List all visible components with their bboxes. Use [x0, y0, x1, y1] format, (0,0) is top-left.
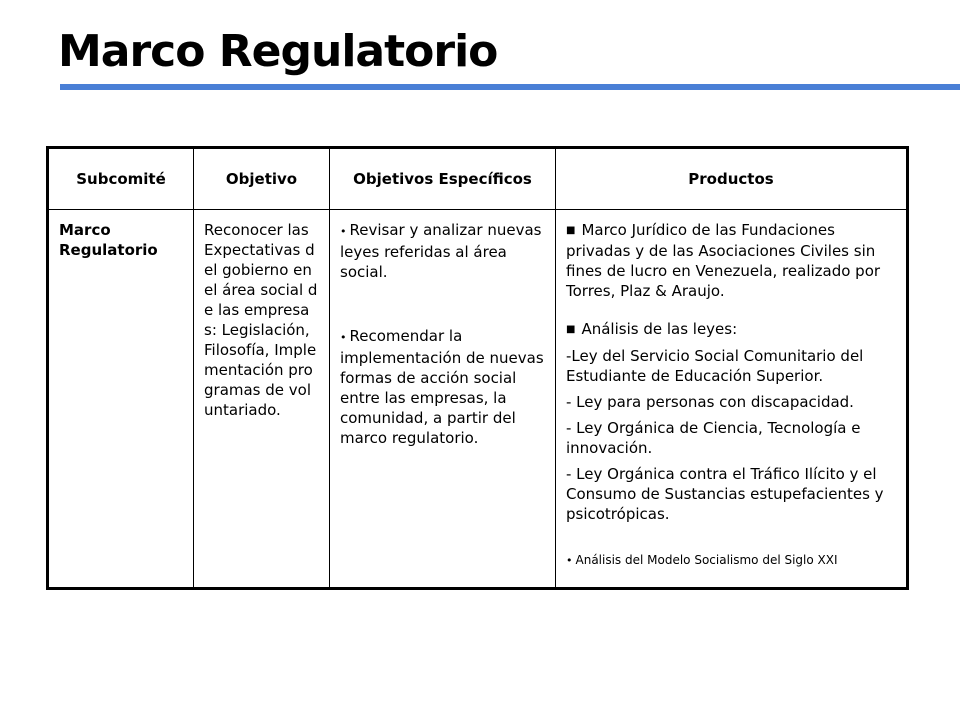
law-item: - Ley Orgánica contra el Tráfico Ilícito y el Consumo de Sustancias estupefacientes y psicotrópicas.	[566, 465, 884, 523]
page-title: Marco Regulatorio	[58, 26, 498, 77]
title-underline	[60, 84, 960, 90]
subcomite-text: Marco Regulatorio	[59, 221, 158, 259]
list-item	[340, 326, 545, 448]
law-item: - Ley para personas con discapacidad.	[566, 393, 854, 411]
product-1: Marco Jurídico de las Fundaciones privadas y de las Asociaciones Civiles sin fines de lucro en Venezuela, realizado por Torres, Plaz & Araujo.	[566, 221, 881, 300]
header-objetivo: Objetivo	[194, 148, 330, 210]
cell-objetivos-especificos	[330, 210, 556, 589]
header-productos: Productos	[556, 148, 908, 210]
bullet-icon: •	[340, 331, 347, 344]
cell-productos	[556, 210, 908, 589]
square-bullet-icon: ■	[566, 225, 576, 236]
header-objetivos-especificos: Objetivos Específicos	[330, 148, 556, 210]
list-item	[566, 319, 896, 340]
objetivo-text: Reconocer las Expectativas del gobierno en el área social de las empresas: Legislación, Filosofía, Implementación programas de voluntariado.	[204, 221, 318, 419]
law-item: -Ley del Servicio Social Comunitario del Estudiante de Educación Superior.	[566, 347, 864, 385]
law-item: - Ley Orgánica de Ciencia, Tecnología e innovación.	[566, 419, 861, 457]
list-item	[340, 220, 545, 282]
product-3: Análisis del Modelo Socialismo del Siglo XXI	[575, 553, 838, 567]
specific-objective-2: Recomendar la implementación de nuevas formas de acción social entre las empresas, la comunidad, a partir del marco regulatorio.	[340, 327, 544, 447]
bullet-icon: •	[566, 554, 573, 567]
regulatory-table	[46, 146, 909, 590]
header-subcomite: Subcomité	[48, 148, 194, 210]
cell-subcomite	[48, 210, 194, 589]
list-item	[566, 550, 896, 571]
bullet-icon: •	[340, 225, 347, 238]
specific-objective-1: Revisar y analizar nuevas leyes referidas al área social.	[340, 221, 542, 281]
list-item	[566, 220, 896, 301]
square-bullet-icon: ■	[566, 324, 576, 335]
cell-objetivo	[194, 210, 330, 589]
table-header-row	[48, 148, 908, 210]
table-row	[48, 210, 908, 589]
product-2: Análisis de las leyes:	[581, 320, 738, 338]
